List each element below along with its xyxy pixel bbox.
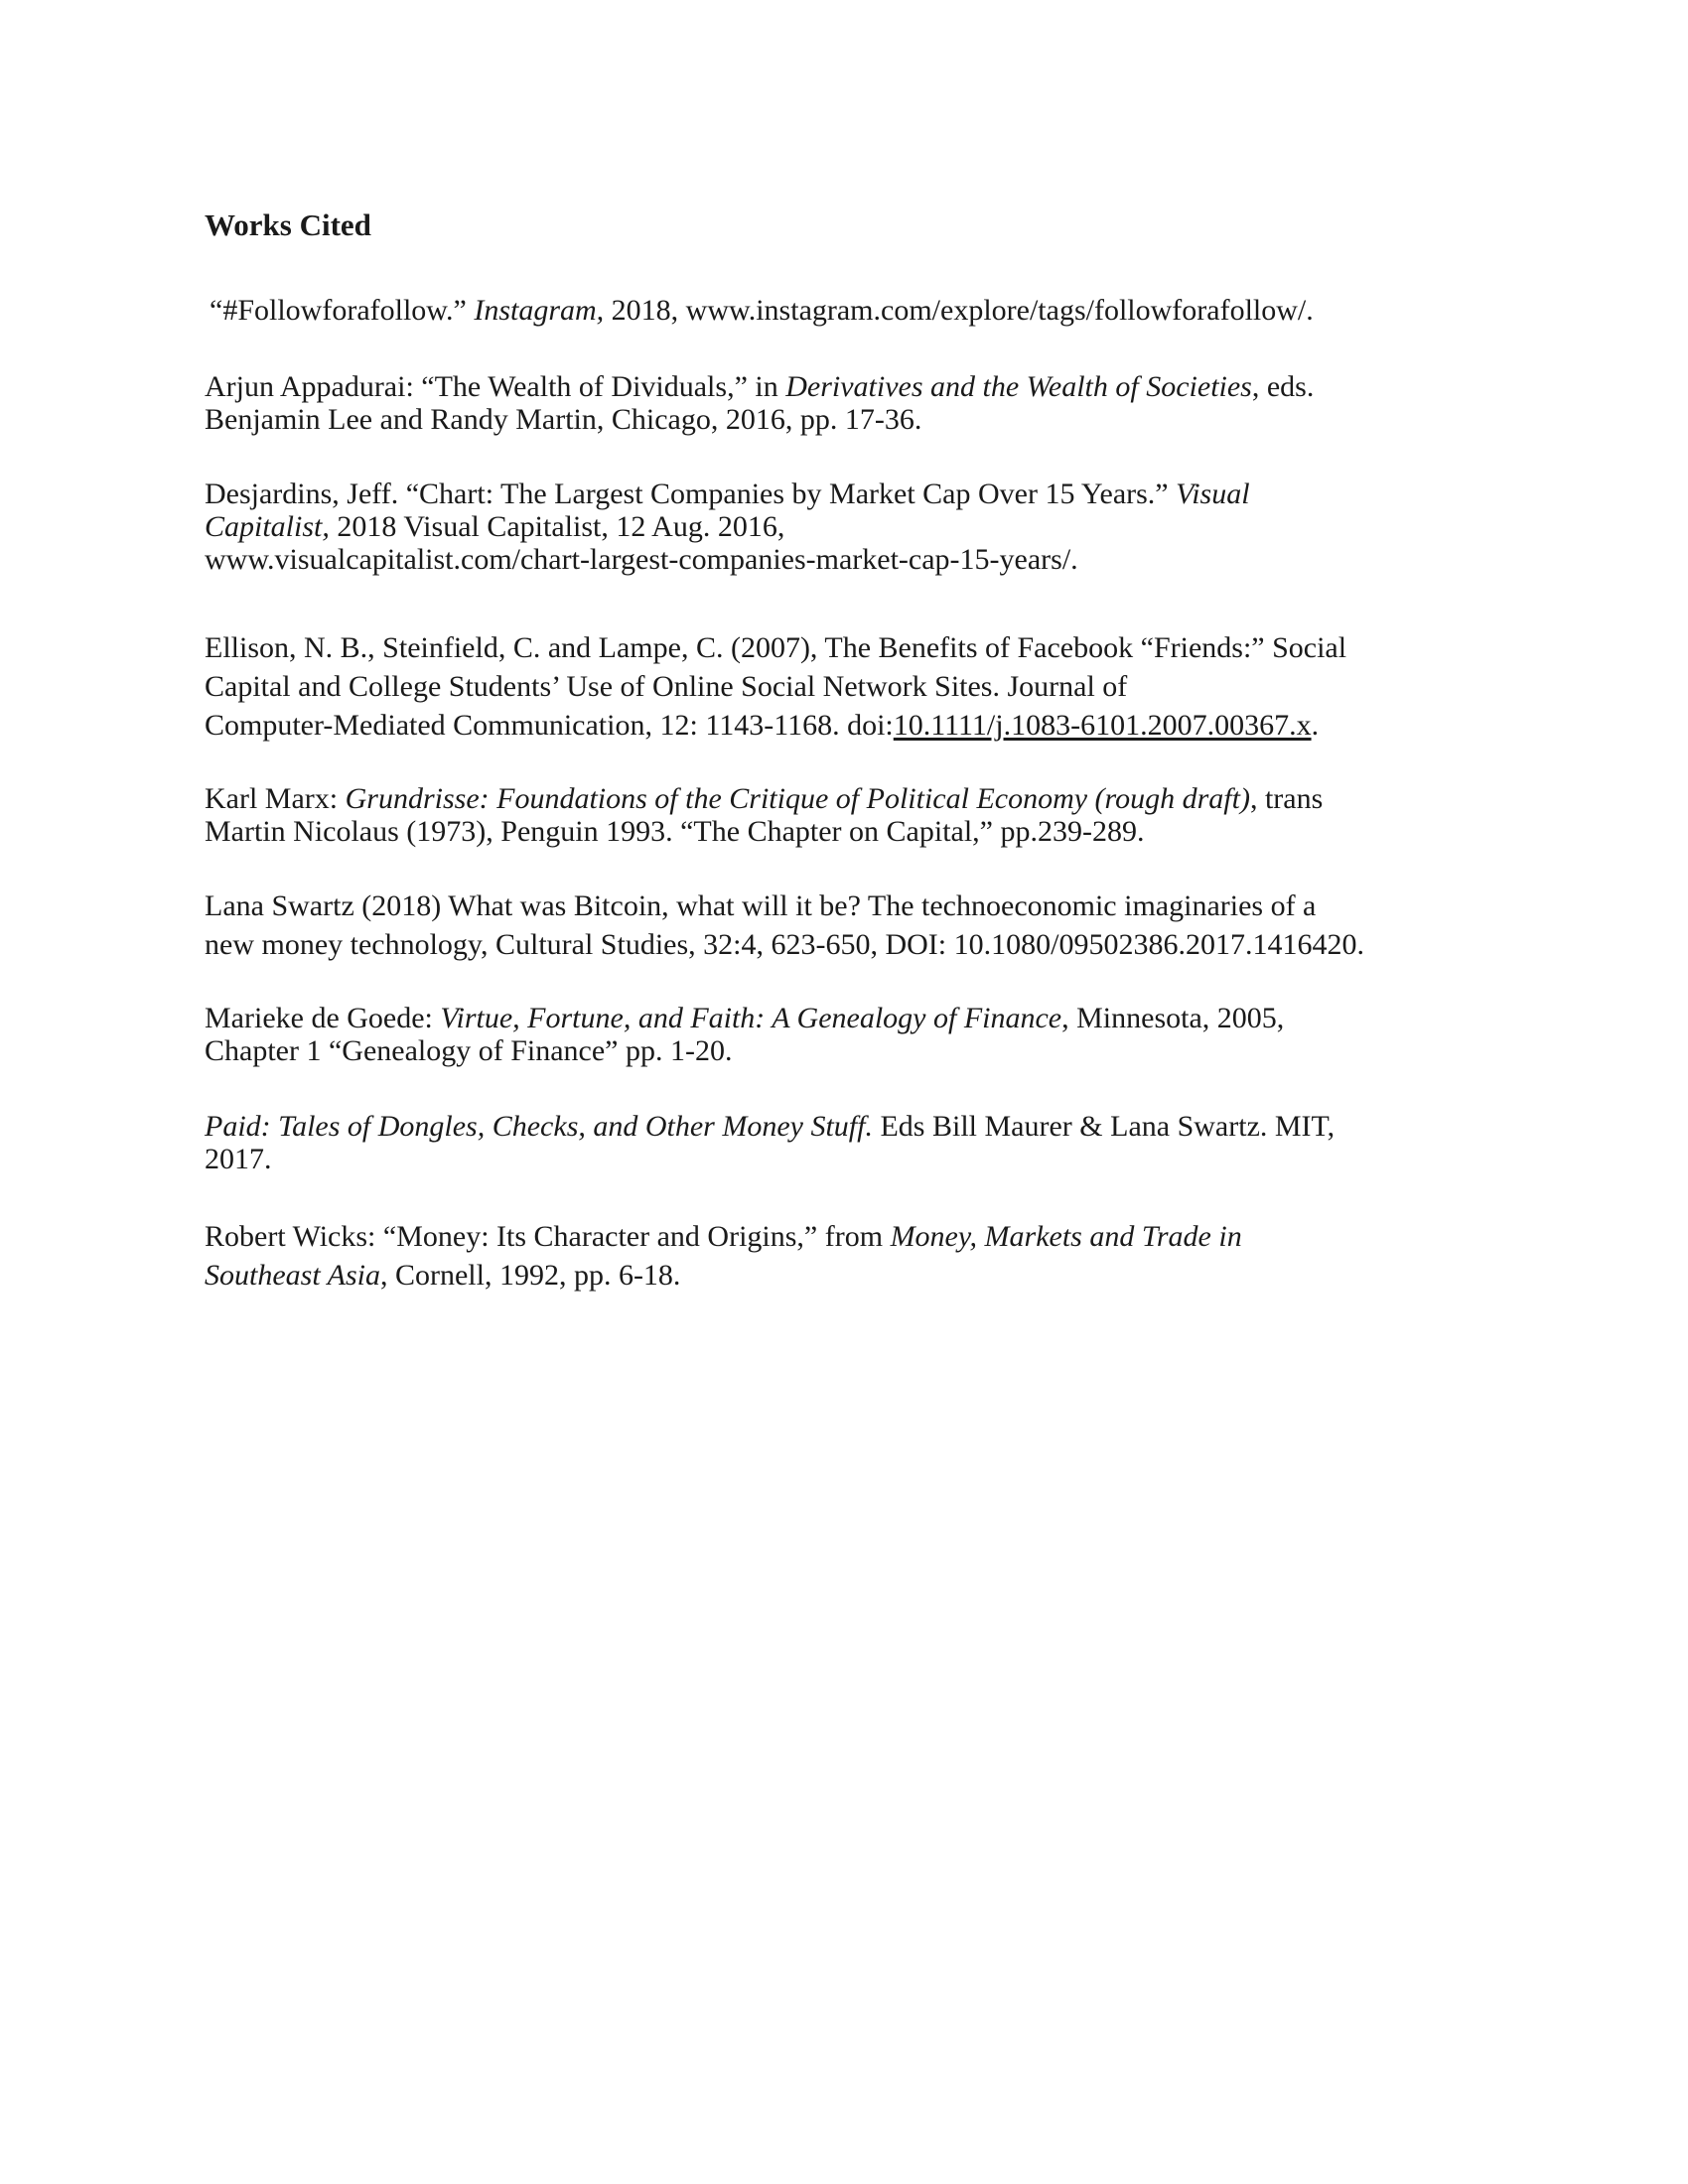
citation-entry <box>205 782 1495 848</box>
citation-line <box>205 1143 1495 1175</box>
citation-line <box>205 1217 1495 1256</box>
italic-title: Derivatives and the Wealth of Societies <box>785 370 1252 403</box>
citation-text: 2017. <box>205 1143 272 1175</box>
citation-line <box>205 628 1495 667</box>
citation-line <box>210 294 1500 327</box>
citation-entry <box>205 1002 1495 1067</box>
citation-text: Marieke de Goede: <box>205 1002 441 1034</box>
citation-line <box>205 667 1495 706</box>
citation-text: Desjardins, Jeff. “Chart: The Largest Companies by Market Cap Over 15 Years.” <box>205 478 1177 510</box>
citation-line <box>205 887 1495 925</box>
citation-text: Arjun Appadurai: “The Wealth of Dividuals,” in <box>205 370 786 403</box>
citation-line <box>205 510 1495 543</box>
citation-line <box>205 403 1495 436</box>
citation-line <box>205 1110 1495 1143</box>
italic-title: Money, Markets and Trade in <box>890 1220 1242 1253</box>
citation-line <box>205 815 1495 848</box>
citation-text: 2018, www.instagram.com/explore/tags/followforafollow/. <box>604 294 1314 327</box>
citation-text: Eds Bill Maurer & Lana Swartz. MIT, <box>872 1110 1336 1143</box>
citation-line <box>205 1034 1495 1067</box>
citation-text: Martin Nicolaus (1973), Penguin 1993. “The Chapter on Capital,” pp.239-289. <box>205 815 1145 848</box>
page-title: Works Cited <box>205 207 371 242</box>
citation-entry <box>205 370 1495 436</box>
citation-text: “#Followforafollow.” <box>210 294 475 327</box>
italic-title: Paid: Tales of Dongles, Checks, and Other Money Stuff. <box>205 1110 873 1143</box>
citation-text: Benjamin Lee and Randy Martin, Chicago, 2016, pp. 17-36. <box>205 403 922 436</box>
citation-line <box>205 1256 1495 1295</box>
citation-line <box>205 706 1495 745</box>
citation-line <box>205 543 1495 576</box>
citation-line <box>205 925 1495 964</box>
italic-title: Capitalist, <box>205 510 330 543</box>
citation-text: , eds. <box>1251 370 1315 403</box>
citation-entry <box>205 1110 1495 1175</box>
citation-text: Chapter 1 “Genealogy of Finance” pp. 1-20. <box>205 1034 733 1067</box>
citation-text: new money technology, Cultural Studies, 32:4, 623-650, DOI: 10.1080/09502386.2017.1416420. <box>205 928 1364 961</box>
italic-title: Visual <box>1176 478 1250 510</box>
citation-text: Computer-Mediated Communication, 12: 1143-1168. doi: <box>205 709 894 742</box>
citation-line <box>205 370 1495 403</box>
italic-title: Instagram, <box>474 294 605 327</box>
citation-text: , trans <box>1249 782 1324 815</box>
citation-line <box>205 1002 1495 1034</box>
citation-text: Ellison, N. B., Steinfield, C. and Lampe, C. (2007), The Benefits of Facebook “Friends:” Social <box>205 631 1347 664</box>
citation-text: , Minnesota, 2005, <box>1061 1002 1285 1034</box>
citation-text: Capital and College Students’ Use of Online Social Network Sites. Journal of <box>205 670 1128 703</box>
italic-title: Virtue, Fortune, and Faith: A Genealogy of Finance <box>440 1002 1062 1034</box>
citation-entry <box>205 478 1495 576</box>
doi-link[interactable]: 10.1111/j.1083-6101.2007.00367.x <box>893 709 1312 742</box>
italic-title: Southeast Asia <box>205 1259 380 1292</box>
citation-text: Lana Swartz (2018) What was Bitcoin, what will it be? The technoeconomic imaginaries of a <box>205 889 1317 922</box>
citation-text: . <box>1311 709 1320 742</box>
citation-text: , Cornell, 1992, pp. 6-18. <box>379 1259 681 1292</box>
citation-entry <box>205 1217 1495 1295</box>
italic-title: Grundrisse: Foundations of the Critique of Political Economy (rough draft) <box>345 782 1250 815</box>
citation-entry <box>205 887 1495 964</box>
citation-entry <box>205 294 1500 327</box>
citation-text: www.visualcapitalist.com/chart-largest-companies-market-cap-15-years/. <box>205 543 1078 576</box>
citation-line <box>205 478 1495 510</box>
citation-entry <box>205 628 1495 745</box>
citation-text: 2018 Visual Capitalist, 12 Aug. 2016, <box>329 510 785 543</box>
citation-text: Karl Marx: <box>205 782 346 815</box>
citation-text: Robert Wicks: “Money: Its Character and Origins,” from <box>205 1220 891 1253</box>
citation-line <box>205 782 1495 815</box>
